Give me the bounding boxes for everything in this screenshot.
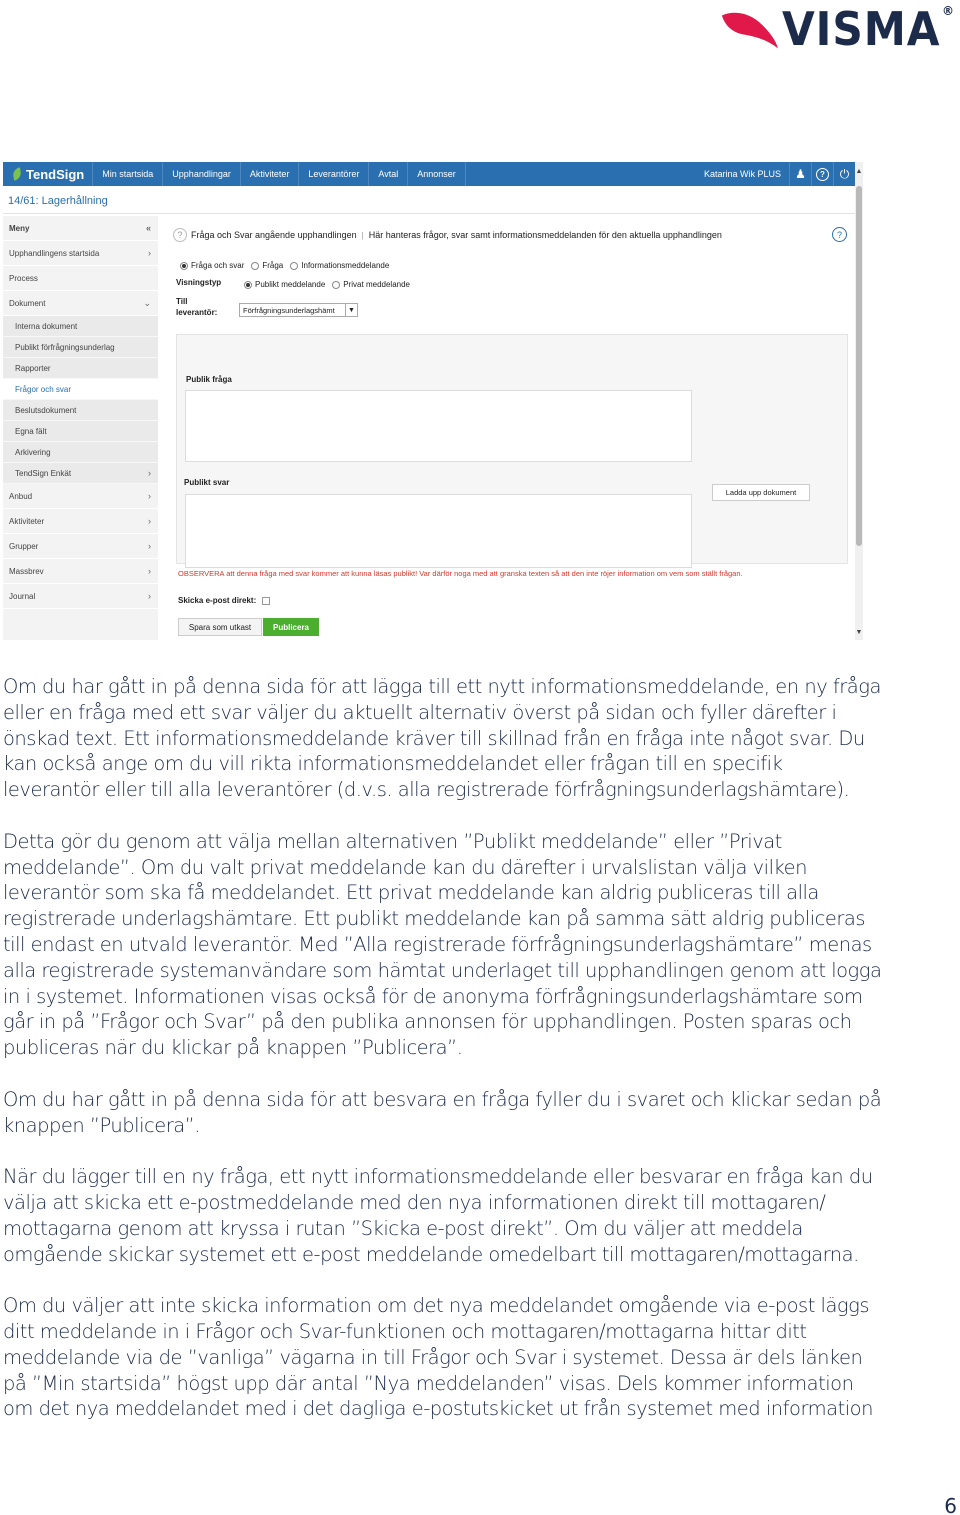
sidebar-item-massbrev[interactable] xyxy=(3,559,158,584)
main-content xyxy=(163,216,853,640)
brand-label: TendSign xyxy=(26,166,85,182)
sidebar-item-label: Grupper xyxy=(9,541,39,551)
scrollbar[interactable] xyxy=(855,162,863,640)
option-label: Publikt meddelande xyxy=(255,280,326,289)
procurement-title[interactable]: 14/61: Lagerhållning xyxy=(8,195,108,207)
sidebar-item-label: Dokument xyxy=(9,298,46,308)
sidebar-item-label: Anbud xyxy=(9,491,33,501)
paragraph: Om du väljer att inte skicka information om det nya meddelandet omgående via e-post läggs ditt meddelande in i Frågor och Svar-funktionen och mottagaren/mottagarna hittar ditt meddelande via de ”vanliga” vägarna in till Frågor och Svar i systemet. Dessa är dels länken på ”Min startsida” högst upp där antal ”Nya meddelanden” visas. Dels kommer information om det nya meddelandet med i det dagliga e-postutskicket ut från systemet med information xyxy=(3,1294,873,1421)
sidebar-item-anbud[interactable] xyxy=(3,484,158,509)
radio-checked[interactable] xyxy=(180,262,188,270)
sidebar-item-label: Process xyxy=(9,273,38,283)
collapse-icon[interactable]: « xyxy=(145,223,151,233)
sidebar-item-process[interactable] xyxy=(3,266,158,291)
sidebar-subitem-tendsign-enkat[interactable] xyxy=(3,463,158,484)
chevron-right-icon: › xyxy=(148,541,151,551)
tendsign-brand[interactable] xyxy=(3,162,93,186)
send-email-label: Skicka e-post direkt: xyxy=(178,596,257,605)
sidebar-item-label: Upphandlingens startsida xyxy=(9,248,100,258)
public-warning: OBSERVERA att denna fråga med svar kommer att kunna läsas publikt! Var därför noga med att granska texten så att den inte röjer information om vem som ställt frågan. xyxy=(178,569,743,578)
sidebar-item-label: Beslutsdokument xyxy=(15,405,77,415)
sidebar-subitem-arkivering[interactable] xyxy=(3,442,158,463)
sidebar-item-aktiviteter[interactable] xyxy=(3,509,158,534)
supplier-select[interactable] xyxy=(239,303,358,317)
visibility-label: Visningstyp xyxy=(176,278,222,287)
sidebar-subitem-beslutsdokument[interactable] xyxy=(3,400,158,421)
upload-document-button[interactable]: Ladda upp dokument xyxy=(712,484,810,501)
chevron-down-icon: ⌄ xyxy=(143,297,151,308)
page-number: 6 xyxy=(944,1494,957,1515)
question-bubble-icon: ? xyxy=(173,228,187,242)
visma-swoosh-icon xyxy=(718,5,782,53)
option-privat-meddelande[interactable] xyxy=(332,280,410,289)
option-informationsmeddelande[interactable] xyxy=(290,261,389,270)
visma-logo xyxy=(718,4,954,54)
nav-aktiviteter[interactable]: Aktiviteter xyxy=(241,162,300,186)
send-email-row xyxy=(178,596,270,605)
power-icon[interactable]: ⏻ xyxy=(833,162,855,186)
sidebar-item-label: TendSign Enkät xyxy=(15,468,72,478)
tendsign-screenshot xyxy=(3,162,863,640)
content-description: Här hanteras frågor, svar samt informationsmeddelanden för den aktuella upphandlingen xyxy=(368,230,722,240)
sidebar-item-label: Arkivering xyxy=(15,447,51,457)
sidebar-item-label: Journal xyxy=(9,591,36,601)
user-settings-icon[interactable]: ♟ xyxy=(789,162,811,186)
sidebar-item-label: Aktiviteter xyxy=(9,516,45,526)
sidebar-menu-label: Meny xyxy=(9,223,30,233)
sidebar-subitem-rapporter[interactable] xyxy=(3,358,158,379)
sidebar-item-label: Frågor och svar xyxy=(15,384,72,394)
chevron-right-icon: › xyxy=(148,591,151,601)
nav-avtal[interactable]: Avtal xyxy=(369,162,408,186)
sidebar-item-label: Massbrev xyxy=(9,566,44,576)
sidebar-item-grupper[interactable] xyxy=(3,534,158,559)
sidebar-item-journal[interactable] xyxy=(3,584,158,609)
chevron-right-icon: › xyxy=(148,248,151,258)
option-fraga-och-svar[interactable] xyxy=(180,261,244,270)
option-publikt-meddelande[interactable] xyxy=(244,280,325,289)
to-supplier-label-2: leverantör: xyxy=(176,308,218,317)
top-navbar xyxy=(3,162,855,186)
supplier-select-value: Förfrågningsunderlagshämt xyxy=(243,305,335,315)
message-panel xyxy=(176,334,848,564)
procurement-bar xyxy=(3,186,855,214)
nav-annonser[interactable]: Annonser xyxy=(408,162,466,186)
to-supplier-label-1: Till xyxy=(176,297,188,306)
scroll-down-icon[interactable]: ▼ xyxy=(855,629,863,636)
tendsign-leaf-icon xyxy=(12,167,22,180)
answer-label: Publikt svar xyxy=(184,478,230,487)
save-draft-button[interactable]: Spara som utkast xyxy=(178,618,262,636)
option-label: Fråga och svar xyxy=(191,261,245,270)
paragraph: Om du har gått in på denna sida för att besvara en fråga fyller du i svaret och klickar sedan på knappen ”Publicera”. xyxy=(3,1087,882,1137)
paragraph: Detta gör du genom att välja mellan alternativen ”Publikt meddelande” eller ”Privat meddelande”. Om du valt privat meddelande kan du därefter i urvalslistan välja vilken leverantör som ska få meddelandet. Ett privat meddelande kan aldrig publiceras till alla registrerade underlagshämtare. Ett publikt meddelande kan på samma sätt aldrig publiceras till endast en utvald leverantör. Med ”Alla registrerade förfrågningsunderlagshämtare” menas alla registrerade systemanvändare som hämtat underlaget till upphandlingen genom att logga in i systemet. Informationen visas också för de anonyma förfrågningsunderlagshämtare som går in på ”Frågor och Svar” på den publika annonsen för upphandlingen. Posten sparas och publiceras när du klickar på knappen ”Publicera”. xyxy=(3,829,882,1060)
sidebar-item-label: Rapporter xyxy=(15,363,51,373)
registered-mark: ® xyxy=(942,4,954,18)
scrollbar-thumb[interactable] xyxy=(856,186,862,546)
sidebar-item-dokument[interactable] xyxy=(3,291,158,316)
sidebar-item-label: Publikt förfrågningsunderlag xyxy=(15,342,115,352)
paragraph: När du lägger till en ny fråga, ett nytt informationsmeddelande eller besvarar en fråga kan du välja att skicka ett e-postmeddelande med den nya informationen direkt till mottagaren/ mottagarna genom att kryssa i rutan ”Skicka e-post direkt”. Om du väljer att meddela omgående skickar systemet ett e-post meddelande omedelbart till mottagaren/mottagarna. xyxy=(3,1165,873,1266)
sidebar-subitem-publikt-underlag[interactable] xyxy=(3,337,158,358)
paragraph: Om du har gått in på denna sida för att lägga till ett nytt informationsmeddelande, en ny fråga eller en fråga med ett svar väljer du aktuellt alternativ överst på sidan och fyller därefter i önskad text. Ett informationsmeddelande kräver till skillnad från en fråga inte något svar. Du kan också ange om du vill rikta informationsmeddelandet eller frågan till en specifik leverantör eller till alla leverantörer (d.v.s. alla registrerade förfrågningsunderlagshämtare). xyxy=(3,675,881,802)
question-textarea[interactable] xyxy=(185,390,692,462)
nav-upphandlingar[interactable]: Upphandlingar xyxy=(163,162,241,186)
content-title: Fråga och Svar angående upphandlingen xyxy=(191,230,357,240)
send-email-checkbox[interactable] xyxy=(262,597,270,605)
sidebar-item-startsida[interactable] xyxy=(3,241,158,266)
answer-textarea[interactable] xyxy=(185,494,692,568)
chevron-right-icon: › xyxy=(148,491,151,501)
chevron-right-icon: › xyxy=(148,566,151,576)
chevron-right-icon: › xyxy=(148,516,151,526)
radio-checked[interactable] xyxy=(244,281,252,289)
header-divider: | xyxy=(361,230,364,240)
publish-button[interactable]: Publicera xyxy=(263,618,319,636)
content-header xyxy=(173,225,853,245)
chevron-down-icon[interactable]: ▼ xyxy=(345,304,357,316)
help-circle-icon[interactable]: ? xyxy=(832,227,847,242)
nav-min-startsida[interactable]: Min startsida xyxy=(93,162,163,186)
sidebar-item-label: Egna fält xyxy=(15,426,47,436)
sidebar-menu-header[interactable] xyxy=(3,216,158,241)
document-body xyxy=(3,674,883,1422)
radio-unchecked[interactable] xyxy=(251,262,259,270)
option-label: Informationsmeddelande xyxy=(301,261,390,270)
chevron-right-icon: › xyxy=(148,468,151,478)
radio-unchecked[interactable] xyxy=(332,281,340,289)
option-label: Privat meddelande xyxy=(343,280,410,289)
sidebar-subitem-interna-dokument[interactable] xyxy=(3,316,158,337)
sidebar xyxy=(3,216,158,640)
help-icon[interactable]: ? xyxy=(811,162,833,186)
visibility-options xyxy=(244,280,417,289)
option-fraga[interactable] xyxy=(251,261,283,270)
radio-unchecked[interactable] xyxy=(290,262,298,270)
sidebar-subitem-fragor-och-svar[interactable] xyxy=(3,379,158,400)
sidebar-item-label: Interna dokument xyxy=(15,321,78,331)
scroll-up-icon[interactable]: ▲ xyxy=(855,168,863,175)
sidebar-subitem-egna-falt[interactable] xyxy=(3,421,158,442)
nav-leverantorer[interactable]: Leverantörer xyxy=(299,162,369,186)
option-label: Fråga xyxy=(262,261,284,270)
logo-wordmark: VISMA xyxy=(781,2,941,56)
message-type-options xyxy=(180,261,396,270)
user-name[interactable]: Katarina Wik PLUS xyxy=(703,169,781,179)
user-area xyxy=(696,162,855,186)
question-label: Publik fråga xyxy=(186,375,232,384)
